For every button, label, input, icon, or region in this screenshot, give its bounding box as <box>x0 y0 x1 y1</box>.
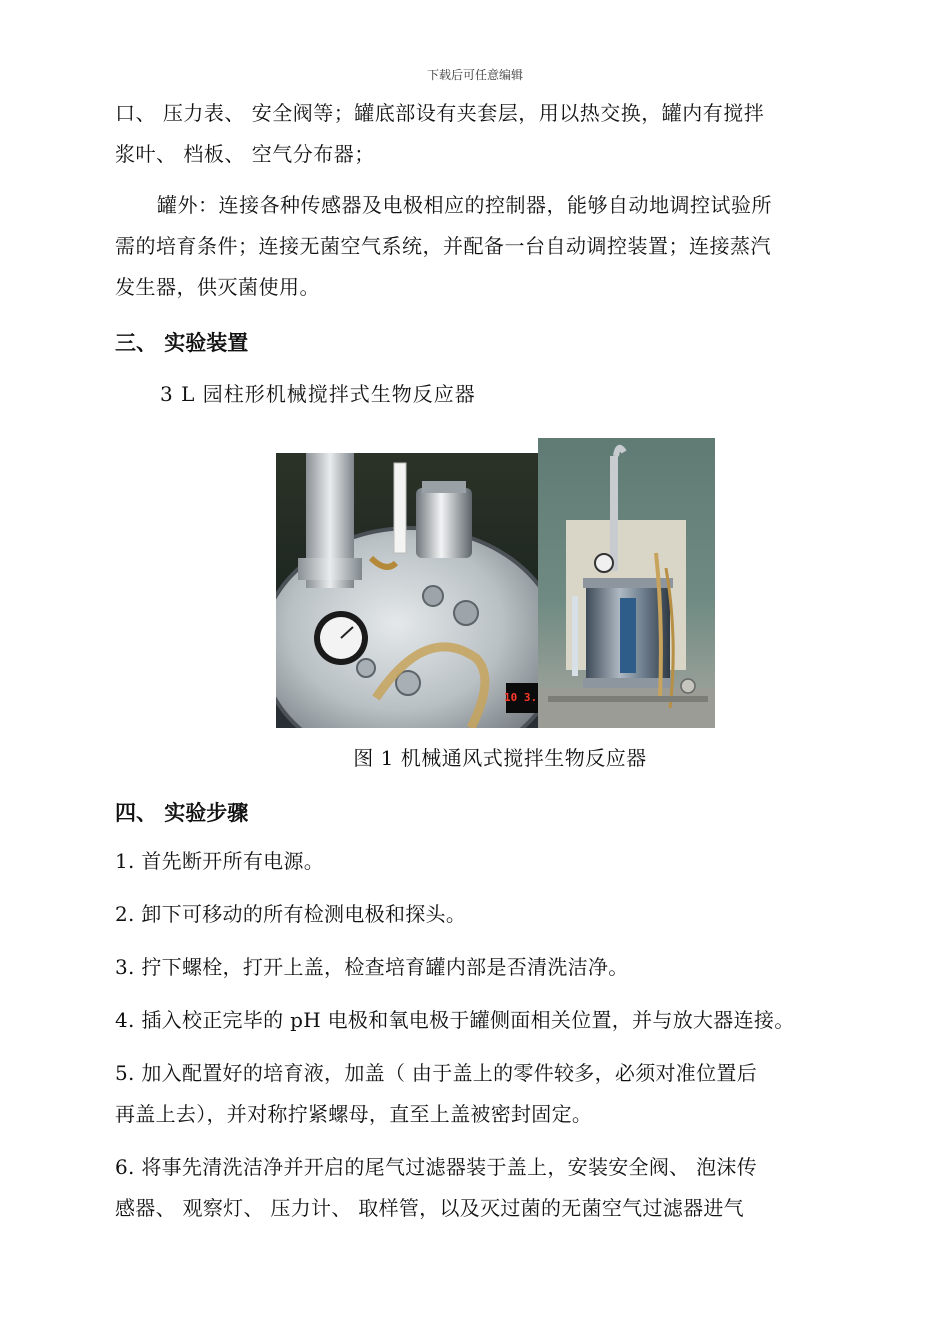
photo-timestamp: 10 3. <box>504 691 538 704</box>
paragraph-line: 浆叶、 档板、 空气分布器； <box>115 142 375 166</box>
step-item-continued: 感器、 观察灯、 压力计、 取样管，以及灭过菌的无菌空气过滤器进气 <box>115 1196 744 1220</box>
paragraph-line: 发生器，供灭菌使用。 <box>115 275 320 299</box>
step-item: 4. 插入校正完毕的 pH 电极和氧电极于罐侧面相关位置，并与放大器连接。 <box>115 1008 795 1032</box>
section-heading-apparatus: 三、 实验装置 <box>115 331 249 355</box>
step-item: 1. 首先断开所有电源。 <box>115 849 325 873</box>
step-item: 6. 将事先清洗洁净并开启的尾气过滤器装于盖上，安装安全阀、 泡沫传 <box>115 1155 757 1179</box>
step-item-continued: 再盖上去），并对称拧紧螺母，直至上盖被密封固定。 <box>115 1102 593 1126</box>
step-item: 2. 卸下可移动的所有检测电极和探头。 <box>115 902 467 926</box>
figure-caption: 图 1 机械通风式搅拌生物反应器 <box>353 746 647 770</box>
device-description: 3 L 园柱形机械搅拌式生物反应器 <box>160 382 476 406</box>
reactor-assembly-illustration <box>538 438 715 728</box>
page-header: 下载后可任意编辑 <box>426 68 523 82</box>
reactor-lid-photo <box>276 453 538 728</box>
paragraph-intro <box>115 93 865 175</box>
paragraph-line: 罐外：连接各种传感器及电极相应的控制器，能够自动地调控试验所 <box>157 193 772 217</box>
step-item: 3. 拧下螺栓，打开上盖，检查培育罐内部是否清洗洁净。 <box>115 955 629 979</box>
paragraph-line: 口、 压力表、 安全阀等；罐底部设有夹套层，用以热交换，罐内有搅拌 <box>115 101 765 125</box>
reactor-assembly-photo <box>538 438 715 728</box>
paragraph-line: 需的培育条件；连接无菌空气系统，并配备一台自动调控装置；连接蒸汽 <box>115 234 771 258</box>
reactor-lid-illustration <box>276 453 538 728</box>
section-heading-steps: 四、 实验步骤 <box>115 801 249 825</box>
step-item: 5. 加入配置好的培育液，加盖（ 由于盖上的零件较多，必须对准位置后 <box>115 1061 757 1085</box>
paragraph-external <box>115 185 865 308</box>
